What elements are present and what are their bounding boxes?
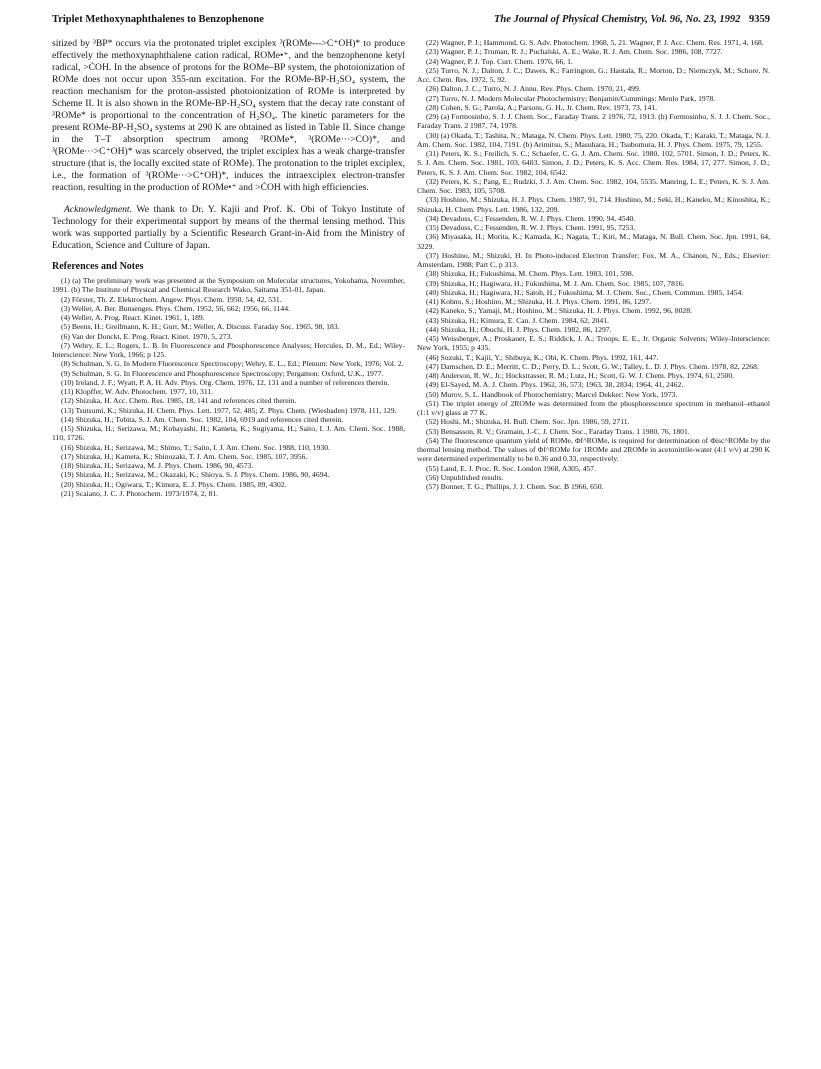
running-title: Triplet Methoxynaphthalenes to Benzophenone <box>52 14 264 25</box>
reference-item: (1) (a) The preliminary work was presented at the Symposium on Molecular structures, Yokohama, November, 1991. (b) The Institute of Physical and Chemical Research Wako, Saitama 351-01, Japan. <box>52 276 405 295</box>
page-number: 9359 <box>749 14 770 25</box>
reference-item: (33) Hoshino, M.; Shizuka, H. J. Phys. Chem. 1987, 91, 714. Hoshino, M.; Seki, H.; Kaneko, M.; Kinoshita, K.; Shizuka, H. Chem. Phys. Lett. 1986, 132, 209. <box>417 195 770 214</box>
reference-item: (10) Ireland, J. F.; Wyatt, P. A. H. Adv. Phys. Org. Chem. 1976, 12, 131 and a number of references therein. <box>61 377 390 387</box>
reference-item: (53) Bensasson, R. V.; Gramain, J.-C. J. Chem. Soc., Faraday Trans. 1 1980, 76, 1801. <box>426 426 690 436</box>
reference-item: (28) Cohen, S. G.; Parola, A.; Parsons, G. H., Jr. Chem. Rev. 1973, 73, 141. <box>426 102 658 112</box>
reference-item: (14) Shizuka, H.; Tobita, S. J. Am. Chem. Soc. 1982, 104, 6919 and references cited therein. <box>61 414 344 424</box>
reference-item: (41) Kohno, S.; Hoshino, M.; Shizuka, H. J. Phys. Chem. 1991, 86, 1297. <box>426 297 651 306</box>
reference-item: (3) Weller, A. Ber. Bunsenges. Phys. Chem. 1952, 56, 662; 1956, 66, 1144. <box>61 303 290 313</box>
reference-item: (9) Schulman, S. G. In Fluorescence and Phosphorescence Spectroscopy; Pergamon: Oxford, U.K., 1977. <box>61 368 384 378</box>
reference-item: (46) Suzuki, T.; Kajii, Y.; Shibuya, K.; Obi, K. Chem. Phys. 1992, 161, 447. <box>426 352 659 362</box>
reference-item: (45) Weissberger, A.; Proskauer, E. S.; Riddick, J. A.; Troops, E. E., Jr. Organic Solvents; Wiley-Interscience: New York, 1955; p 435. <box>417 334 770 353</box>
reference-item: (5) Beens, H.; Grellmann, K. H.; Gurr, M.; Weller, A. Discuss. Faraday Soc. 1965, 98, 183. <box>61 322 340 332</box>
reference-item: (50) Murov, S. L. Handbook of Photochemistry; Marcel Dekker: New York, 1973. <box>426 389 678 399</box>
acknowledgment-label: Acknowledgment. <box>64 204 132 215</box>
reference-item: (51) The triplet energy of 2ROMe was determined from the phosphorescence spectrum in methanol–ethanol (1:1 v/v) glass at 77 K. <box>417 398 770 417</box>
acknowledgment-text: We thank to Dr. Y. Kajii and Prof. K. Obi of Tokyo Institute of Technology for their experimental support by means of the thermal lensing method. This work was supported partially by a Scientific Research Grant-in-Aid from the Ministry of Education, Science and Culture of Japan. <box>52 204 405 251</box>
reference-item: (31) Peters, K. S.; Freilich, S. C.; Schaefer, C. G. J. Am. Chem. Soc. 1980, 102, 5701. Simon, J. D.; Peters, K. S. J. Am. Chem. Soc. 1981, 103, 6403. Simon, J. D.; Peters, K. S. Acc. Chem. Res. 1984, 17, 277. Simon, J. D.; Peters, K. S. J. Am. Chem. Soc. 1982, 104, 6542. <box>417 149 770 177</box>
reference-item: (24) Wagner, P. J. Top. Curr. Chem. 1976, 66, 1. <box>426 56 573 66</box>
reference-item: (43) Shizuka, H.; Kimura, E. Can. J. Chem. 1984, 62, 2041. <box>426 315 609 325</box>
reference-item: (2) Förster, Th. Z. Elektrochem. Angew. Phys. Chem. 1950, 54, 42, 531. <box>61 294 282 304</box>
conclusion-paragraph: sitized by ³BP* occurs via the protonated triplet exciplex ³(ROMe--->C⁺OH)* to produce effectively the methoxynaphthalene cation radical, ROMe•⁺, and the benzophenone ketyl radical, >ĊOH. In the absence of protons for the ROMe–BP system, the photoionization of ROMe does not occur upon 355-nm excitation. For the ROMe-BP-H₂SO₄ system, the reaction mechanism for the proton-assisted photoionization of ROMe is interpreted by Scheme II. It is also shown in the ROMe-BP-H₂SO₄ system that the decay rate constant of ³ROMe* is proportional to the concentration of H₂SO₄. The kinetic parameters for the present ROMe-BP-H₂SO₄ systems at 290 K are obtained as listed in Table II. Since change in the T–T absorption spectrum among ³ROMe*, ³(ROMe···>CO)*, and ³(ROMe···>C⁺OH)* was scarcely observed, the triplet exciplex has a weak charge-transfer structure (that is, the locally excited state of ROMe). The protonation to the triplet exciplex, i.e., the formation of ³(ROMe···>C⁺OH)*, induces the intraexciplex electron-transfer reaction, resulting in the production of ROMe•⁺ and >ĊOH with high efficiencies. <box>52 38 405 193</box>
reference-item: (15) Shizuka, H.; Serizawa, M.; Kobayashi, H.; Kameta, K.; Sugiyama, H.; Saito, I. J. Am. Chem. Soc. 1988, 110, 1726. <box>52 424 405 443</box>
reference-item: (32) Peters, K. S.; Pang, E.; Rudzki, J. J. Am. Chem. Soc. 1982, 104, 5535. Manring, L. E.; Peters, K. S. J. Am. Chem. Soc. 1983, 105, 5708. <box>417 176 770 195</box>
reference-list-right <box>417 38 770 491</box>
reference-item: (52) Hoshi, M.; Shizuka, H. Bull. Chem. Soc. Jpn. 1986, 59, 2711. <box>426 417 630 427</box>
reference-item: (47) Damschen, D. E.; Merritt, C. D.; Perry, D. L.; Scott, G. W.; Talley, L. D. J. Phys. Chem. 1978, 82, 2268. <box>426 361 759 371</box>
reference-item: (11) Klopffer, W. Adv. Photochem. 1977, 10, 311. <box>61 387 214 396</box>
reference-item: (48) Anderson, R. W., Jr.; Hockstrasser, R. M.; Lutz, H.; Scott, G. W. J. Chem. Phys. 1974, 61, 2500. <box>426 371 735 380</box>
reference-item: (29) (a) Formosinho, S. J. J. Chem. Soc., Faraday Trans. 2 1976, 72, 1913. (b) Formosinho, S. J. J. Chem. Soc., Faraday Trans. 2 1987, 74, 1978. <box>417 112 770 131</box>
reference-item: (55) Land, E. J. Proc. R. Soc. London 1968, A305, 457. <box>426 463 596 473</box>
reference-item: (16) Shizuka, H.; Serizawa, M.; Shimo, T.; Saito, I. J. Am. Chem. Soc. 1988, 110, 1930. <box>61 442 330 452</box>
reference-item: (37) Hoshino, M.; Shizuki, H. In Photo-induced Electron Transfer; Fox, M. A., Chanon, N., Eds.; Elsevier: Amsterdam, 1988; Part C, p 313. <box>417 250 770 269</box>
references-heading: References and Notes <box>52 261 144 272</box>
reference-item: (6) Van der Donckt, E. Prog. React. Kinet. 1970, 5, 273. <box>61 331 233 341</box>
reference-item: (22) Wagner, P. J.; Hammond, G. S. Adv. Photochem. 1968, 5, 21. Wagner, P. J. Acc. Chem. Res. 1971, 4, 168. <box>426 38 764 47</box>
reference-item: (25) Turro, N. J.; Dalton, J. C.; Dawes, K.; Farrington, G.; Hautala, R.; Morton, D.; Niemczyk, M.; Schore, N. Acc. Chem. Res. 1972, 5, 92. <box>417 65 770 84</box>
journal-citation <box>494 14 770 25</box>
reference-item: (42) Kaneko, S.; Yamaji, M.; Hoshino, M.; Shizuka, H. J. Phys. Chem. 1992, 96, 8028. <box>426 306 692 316</box>
left-column <box>52 38 405 498</box>
reference-item: (27) Turro, N. J. Modern Molecular Photochemistry; Benjamin/Cummings: Menlo Park, 1978. <box>426 93 716 103</box>
journal-name: The Journal of Physical Chemistry, Vol. 96, No. 23, 1992 <box>493 14 741 25</box>
reference-item: (57) Bonner, T. G.; Phillips, J. J. Chem. Soc. B 1966, 650. <box>426 482 604 491</box>
reference-item: (12) Shizuka, H. Acc. Chem. Res. 1985, 18, 141 and references cited therein. <box>61 396 297 406</box>
reference-item: (54) The fluorescence quantum yield of ROMe, Φf^ROMe, is required for determination of Φisc^ROMe by the thermal lensing method. The values of Φf^ROMe for 1ROMe and 2ROMe in acetonitrile-water (4:1 v/v) at 290 K were determined experimentally to be 0.36 and 0.33, respectively. <box>417 435 770 464</box>
reference-item: (56) Unpublished results. <box>426 472 504 482</box>
reference-item: (8) Schulman, S. G. In Modern Fluorescence Spectroscopy; Wehry, E. L., Ed.; Plenum: New York, 1976; Vol. 2. <box>61 359 404 369</box>
running-header <box>52 14 770 30</box>
right-column <box>417 38 770 491</box>
reference-item: (26) Dalton, J. C.; Turro, N. J. Annu. Rev. Phys. Chem. 1970, 21, 499. <box>426 84 641 94</box>
reference-item: (17) Shizuka, H.; Kameta, K.; Shinozaki, T. J. Am. Chem. Soc. 1985, 107, 3956. <box>61 451 308 461</box>
reference-item: (21) Scaiano, J. C. J. Photochem. 1973/1974, 2, 81. <box>61 488 219 498</box>
reference-item: (4) Weller, A. Prog. React. Kinet. 1961, 1, 189. <box>61 313 205 322</box>
reference-item: (18) Shizuka, H.; Serizawa, M. J. Phys. Chem. 1986, 90, 4573. <box>61 461 254 470</box>
reference-item: (40) Shizuka, H.; Hagiwara, H.; Satoh, H.; Fukushima, M. J. Chem. Soc., Chem. Commun. 1985, 1454. <box>426 287 744 297</box>
reference-list-left <box>52 276 405 498</box>
reference-item: (7) Wehry, E. L.; Rogers, L. B. In Fluorescence and Phosphorescence Analyses; Hercules, D. M., Ed.; Wiley-Interscience: New York, 1966; p 125. <box>52 340 405 359</box>
reference-item: (38) Shizuka, H.; Fukushima, M. Chem. Phys. Lett. 1983, 101, 598. <box>426 269 634 279</box>
reference-item: (20) Shizuka, H.; Ogiwara, T.; Kimura, E. J. Phys. Chem. 1985, 89, 4302. <box>61 479 287 489</box>
reference-item: (23) Wagner, P. J.; Truman, R. J.; Puchalski, A. E.; Wake, R. J. Am. Chem. Soc. 1986, 108, 7727. <box>426 47 723 57</box>
reference-item: (36) Miyasaka, H.; Morita, K.; Kamada, K.; Nagata, T.; Kiri, M.; Mataga, N. Bull. Chem. Soc. Jpn. 1991, 64, 3229. <box>417 232 770 251</box>
reference-item: (39) Shizuka, H.; Hagiwara, H.; Fukushima, M. J. Am. Chem. Soc. 1985, 107, 7816. <box>426 278 685 288</box>
reference-item: (19) Shizuka, H.; Serizawa, M.; Okazaki, K.; Shioya, S. J. Phys. Chem. 1986, 90, 4694. <box>61 470 330 480</box>
reference-item: (30) (a) Okada, T.; Tashita, N.; Mataga, N. Chem. Phys. Lett. 1980, 75, 220. Okada, T.; Karaki, T.; Mataga, N. J. Am. Chem. Soc. 1982, 104, 7191. (b) Arimitsu, S.; Masuhara, H.; Tsubomura, H. J. Phys. Chem. 1975, 79, 1255. <box>417 130 770 149</box>
reference-item: (34) Devadoss, C.; Fessenden, R. W. J. Phys. Chem. 1990, 94, 4540. <box>426 213 636 223</box>
acknowledgment-paragraph <box>52 204 405 252</box>
reference-item: (35) Devadoss, C.; Fessenden, R. W. J. Phys. Chem. 1991, 95, 7253. <box>426 223 636 232</box>
reference-item: (49) El-Sayed, M. A. J. Chem. Phys. 1962, 36, 573; 1963, 38, 2834; 1964, 41, 2462. <box>426 380 684 390</box>
reference-item: (13) Tsutsumi, K.; Shizuka, H. Chem. Phys. Lett. 1977, 52, 485; Z. Phys. Chem. (Wiesbaden) 1978, 111, 129. <box>61 405 397 415</box>
reference-item: (44) Shizuka, H.; Obuchi, H. J. Phys. Chem. 1982, 86, 1297. <box>426 324 612 334</box>
